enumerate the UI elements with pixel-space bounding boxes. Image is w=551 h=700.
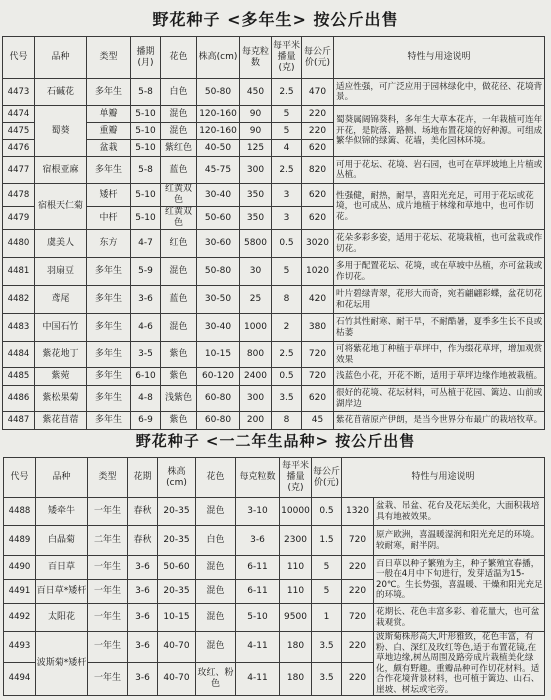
cell-variety: 蜀葵 (35, 106, 87, 157)
header-rate: 每平米播量(克) (272, 37, 302, 79)
header-type: 类型 (88, 458, 128, 498)
header-price: 每公斤价(元) (302, 37, 334, 79)
cell-price: 3.5 (312, 662, 342, 695)
cell-height: 30-60 (197, 230, 240, 258)
cell-price: 470 (302, 79, 334, 106)
cell-code: 4474 (3, 106, 35, 123)
cell-bloom: 3-6 (128, 662, 158, 695)
cell-type: 多年生 (87, 342, 131, 368)
cell-desc: 盆栽、吊盆、花台及花坛美化，大面积栽培具有地被效果。 (374, 498, 545, 526)
cell-height: 10-15 (197, 342, 240, 368)
table-row (3, 230, 545, 258)
cell-price: 380 (302, 314, 334, 342)
cell-rate: 9500 (280, 604, 312, 632)
cell-price: 620 (302, 140, 334, 157)
cell-rate: 180 (280, 632, 312, 663)
cell-variety: 中国石竹 (35, 314, 87, 342)
cell-rate: 2.5 (272, 79, 302, 106)
cell-variety: 虞美人 (35, 230, 87, 258)
cell-code: 4487 (3, 412, 35, 430)
cell-price: 5 (312, 580, 342, 604)
cell-code: 4481 (3, 258, 35, 286)
cell-seeds: 5-10 (236, 604, 280, 632)
cell-color: 紫色 (161, 342, 197, 368)
cell-height: 50-60 (158, 556, 196, 580)
cell-seeds: 350 (240, 207, 272, 230)
cell-rate: 0.5 (272, 230, 302, 258)
cell-variety: 紫菀 (35, 368, 87, 386)
cell-sowing: 6-9 (131, 412, 161, 430)
cell-color: 红黄双色 (161, 184, 197, 207)
cell-sowing: 6-10 (131, 368, 161, 386)
cell-height: 30-40 (197, 184, 240, 207)
table-row (3, 342, 545, 368)
cell-rate: 0.5 (272, 368, 302, 386)
cell-variety: 紫松果菊 (35, 386, 87, 412)
cell-type: 东方 (87, 230, 131, 258)
cell-code: 4480 (3, 230, 35, 258)
cell-sowing: 5-8 (131, 157, 161, 184)
table-row (3, 184, 545, 207)
cell-code: 4488 (4, 498, 36, 526)
cell-code: 4479 (3, 207, 35, 230)
cell-sowing: 3-5 (131, 342, 161, 368)
cell-desc: 花期长、花色丰富多彩、着花量大，也可盆栽观赏。 (374, 604, 545, 632)
cell-desc: 适应性强，可广泛应用于园林绿化中，做花径、花境背景。 (334, 79, 545, 106)
cell-seeds: 125 (240, 140, 272, 157)
cell-color: 紫红色 (161, 140, 197, 157)
cell-sowing: 5-9 (131, 258, 161, 286)
cell-type: 多年生 (87, 314, 131, 342)
cell-color: 混色 (161, 106, 197, 123)
table-row (3, 386, 545, 412)
cell-seeds: 2400 (240, 368, 272, 386)
cell-rate: 110 (280, 580, 312, 604)
header-height: 株高(cm) (158, 458, 196, 498)
cell-bloom: 3-6 (128, 556, 158, 580)
annual-biennial-table (3, 457, 545, 696)
cell-seeds: 5800 (240, 230, 272, 258)
cell-seeds: 3-6 (236, 526, 280, 556)
cell-height: 50-80 (197, 258, 240, 286)
cell-color: 白色 (161, 79, 197, 106)
cell-variety: 白晶菊 (36, 526, 88, 556)
cell-desc: 性强健，耐热，耐旱，喜阳光充足，可用于花坛或花境，也可成丛、成片地植于林缘和草地中，也可作切花。 (334, 184, 545, 230)
cell-price: 1020 (302, 258, 334, 286)
cell-seeds: 6-11 (236, 580, 280, 604)
cell-price: 420 (302, 286, 334, 314)
table-row (3, 79, 545, 106)
header-code: 代号 (3, 37, 35, 79)
table-row (3, 412, 545, 430)
cell-variety: 鸢尾 (35, 286, 87, 314)
cell-variety: 宿根亚麻 (35, 157, 87, 184)
cell-type: 多年生 (87, 286, 131, 314)
cell-type: 多年生 (87, 368, 131, 386)
cell-code: 4483 (3, 314, 35, 342)
cell-desc: 紫花苜蓿原产伊朗，是当今世界分布最广的栽培牧草。 (334, 412, 545, 430)
cell-seeds: 1000 (240, 314, 272, 342)
cell-price: 3020 (302, 230, 334, 258)
cell-rate: 4 (272, 140, 302, 157)
cell-desc: 百日草以种子繁殖为主，种子繁殖宜春播，一般在4月中下旬进行，发芽适温为15-20℃。生长势强，喜温暖、干燥和阳光充足的环境。 (374, 556, 545, 604)
cell-variety: 宿根天仁菊 (35, 184, 87, 230)
cell-code: 4476 (3, 140, 35, 157)
cell-variety: 紫花苜蓿 (35, 412, 87, 430)
cell-rate: 8 (272, 286, 302, 314)
cell-rate: 10000 (280, 498, 312, 526)
cell-type: 一年生 (88, 580, 128, 604)
cell-code: 4489 (4, 526, 36, 556)
cell-desc: 可用于花坛、花境、岩石园，也可在草坪坡地上片植或丛植。 (334, 157, 545, 184)
cell-color: 混色 (161, 258, 197, 286)
cell-desc: 可将紫花地丁种植于草坪中，作为缀花草坪，增加观赏效果 (334, 342, 545, 368)
cell-sowing: 3-6 (131, 286, 161, 314)
header-color: 花色 (161, 37, 197, 79)
header-variety: 品种 (35, 37, 87, 79)
cell-variety: 矮牵牛 (36, 498, 88, 526)
table-row (4, 556, 545, 580)
header-type: 类型 (87, 37, 131, 79)
cell-desc: 波斯菊株形高大,叶形雅致，花色丰富，有粉、白、深红及玫红等色,适于布置花镜,在草地边缘,树丛周围及路旁成片栽植美化绿化，颇有野趣。重瓣品种可作切花材料。适合作花境背景材料，也可植于篱边、山石、崖坡、树坛或宅旁。 (374, 632, 545, 696)
cell-bloom: 春秋 (128, 526, 158, 556)
cell-color: 混色 (196, 498, 236, 526)
cell-bloom: 3-6 (128, 580, 158, 604)
cell-type: 一年生 (88, 604, 128, 632)
cell-type: 多年生 (87, 412, 131, 430)
cell-code: 4485 (3, 368, 35, 386)
cell-price-2: 220 (342, 580, 374, 604)
cell-sowing: 4-7 (131, 230, 161, 258)
cell-price: 620 (302, 184, 334, 207)
cell-rate: 5 (272, 123, 302, 140)
cell-type: 单瓣 (87, 106, 131, 123)
cell-code: 4486 (3, 386, 35, 412)
cell-price-2: 720 (342, 526, 374, 556)
cell-rate: 110 (280, 556, 312, 580)
cell-price: 720 (302, 368, 334, 386)
cell-desc: 浅蓝色小花，开花不断，适用于草坪边缘作地被栽植。 (334, 368, 545, 386)
cell-variety: 紫花地丁 (35, 342, 87, 368)
cell-type: 多年生 (87, 79, 131, 106)
cell-rate: 5 (272, 258, 302, 286)
cell-price: 220 (302, 106, 334, 123)
cell-height: 20-35 (158, 580, 196, 604)
cell-type: 二年生 (88, 526, 128, 556)
cell-rate: 3.5 (272, 386, 302, 412)
header-code: 代号 (4, 458, 36, 498)
cell-price: 3.5 (312, 632, 342, 663)
cell-color: 紫色 (161, 368, 197, 386)
cell-price: 620 (302, 207, 334, 230)
cell-height: 10-15 (158, 604, 196, 632)
cell-price: 1.5 (312, 526, 342, 556)
header-desc: 特性与用途说明 (334, 37, 545, 79)
cell-bloom: 3-6 (128, 604, 158, 632)
cell-desc: 多用于配置花坛、花境，或在草坡中丛植，亦可盆栽或作切花。 (334, 258, 545, 286)
cell-price: 0.5 (312, 498, 342, 526)
cell-variety: 太阳花 (36, 604, 88, 632)
cell-code: 4491 (4, 580, 36, 604)
cell-seeds: 800 (240, 342, 272, 368)
cell-type: 一年生 (88, 556, 128, 580)
cell-height: 120-160 (197, 106, 240, 123)
cell-color: 蓝色 (161, 286, 197, 314)
cell-seeds: 4-11 (236, 632, 280, 663)
header-desc: 特性与用途说明 (342, 458, 545, 498)
cell-type: 一年生 (88, 498, 128, 526)
cell-price: 45 (302, 412, 334, 430)
cell-sowing: 5-10 (131, 140, 161, 157)
cell-sowing: 5-10 (131, 123, 161, 140)
cell-color: 紫色 (161, 412, 197, 430)
cell-height: 120-160 (197, 123, 240, 140)
perennial-table (2, 36, 545, 430)
cell-type: 多年生 (87, 386, 131, 412)
header-bloom: 花期 (128, 458, 158, 498)
cell-height: 20-35 (158, 498, 196, 526)
cell-desc: 石竹其性耐寒、耐干旱，不耐酷暑，夏季多生长不良或枯萎 (334, 314, 545, 342)
cell-code: 4492 (4, 604, 36, 632)
cell-color: 混色 (196, 632, 236, 663)
cell-rate: 3 (272, 207, 302, 230)
cell-rate: 2.5 (272, 342, 302, 368)
cell-seeds: 90 (240, 106, 272, 123)
cell-color: 白色 (196, 526, 236, 556)
cell-rate: 2.5 (272, 157, 302, 184)
cell-price-2: 1320 (342, 498, 374, 526)
cell-seeds: 450 (240, 79, 272, 106)
header-color: 花色 (196, 458, 236, 498)
cell-height: 50-80 (197, 79, 240, 106)
table-header-row (3, 37, 545, 79)
header-price: 每公斤价(元) (312, 458, 342, 498)
cell-desc: 叶片碧绿青翠，花形大而奇，宛若翩翩彩蝶，盆花切花和花坛用 (334, 286, 545, 314)
cell-type: 一年生 (88, 662, 128, 695)
cell-type: 多年生 (87, 157, 131, 184)
header-seeds: 每克粒数 (236, 458, 280, 498)
cell-price-2: 720 (342, 604, 374, 632)
cell-code: 4493 (4, 632, 36, 663)
header-rate: 每平米播量(克) (280, 458, 312, 498)
header-variety: 品种 (36, 458, 88, 498)
cell-seeds: 30 (240, 258, 272, 286)
cell-seeds: 4-11 (236, 662, 280, 695)
cell-price-2: 220 (342, 556, 374, 580)
cell-type: 矮杆 (87, 184, 131, 207)
cell-color: 混色 (196, 604, 236, 632)
table-row (3, 258, 545, 286)
cell-type: 多年生 (87, 258, 131, 286)
cell-code: 4473 (3, 79, 35, 106)
cell-variety: 百日草 (36, 556, 88, 580)
cell-desc: 蜀葵属阔锦葵科，多年生大草本花卉，一年栽植可连年开花，是院落、路侧、场地布置花境的好种源。可组成繁华似锦的绿篱、花墙，美化园林环境。 (334, 106, 545, 157)
cell-desc: 花朵多彩多姿，适用于花坛、花境栽植，也可盆栽或作切花。 (334, 230, 545, 258)
cell-height: 60-120 (197, 368, 240, 386)
cell-height: 50-60 (197, 207, 240, 230)
table-row (4, 498, 545, 526)
cell-color: 红色 (161, 230, 197, 258)
cell-color: 混色 (161, 314, 197, 342)
table-row (3, 286, 545, 314)
cell-variety: 石碱花 (35, 79, 87, 106)
table-row (3, 314, 545, 342)
cell-color: 红黄双色 (161, 207, 197, 230)
cell-price: 1 (312, 604, 342, 632)
cell-sowing: 5-10 (131, 106, 161, 123)
table-row (3, 157, 545, 184)
cell-type: 一年生 (88, 632, 128, 663)
table-row (3, 106, 545, 123)
cell-price-2: 220 (342, 632, 374, 663)
cell-type: 中杆 (87, 207, 131, 230)
cell-price: 5 (312, 556, 342, 580)
cell-sowing: 5-10 (131, 184, 161, 207)
cell-price: 820 (302, 157, 334, 184)
cell-height: 20-35 (158, 526, 196, 556)
cell-variety: 波斯菊*矮杆 (36, 632, 88, 696)
cell-desc: 很好的花境、花坛材料，可丛植于花园、篱边、山前或湖岸边 (334, 386, 545, 412)
cell-code: 4494 (4, 662, 36, 695)
cell-rate: 3 (272, 184, 302, 207)
cell-price-2: 220 (342, 662, 374, 695)
cell-seeds: 350 (240, 184, 272, 207)
cell-variety: 羽扇豆 (35, 258, 87, 286)
cell-height: 30-40 (197, 314, 240, 342)
cell-seeds: 300 (240, 157, 272, 184)
cell-variety: 百日草*矮杆 (36, 580, 88, 604)
cell-height: 40-70 (158, 632, 196, 663)
cell-rate: 180 (280, 662, 312, 695)
cell-height: 40-70 (158, 662, 196, 695)
cell-rate: 2 (272, 314, 302, 342)
cell-rate: 2300 (280, 526, 312, 556)
cell-sowing: 5-8 (131, 79, 161, 106)
cell-sowing: 4-6 (131, 314, 161, 342)
cell-color: 混色 (196, 556, 236, 580)
section2-title: 野花种子 <一二年生品种> 按公斤出售 (135, 432, 416, 450)
cell-price: 720 (302, 342, 334, 368)
header-height: 株高(cm) (197, 37, 240, 79)
table-row (4, 526, 545, 556)
cell-sowing: 4-8 (131, 386, 161, 412)
cell-bloom: 春秋 (128, 498, 158, 526)
cell-seeds: 25 (240, 286, 272, 314)
cell-price: 220 (302, 123, 334, 140)
cell-color: 蓝色 (161, 157, 197, 184)
cell-height: 40-50 (197, 140, 240, 157)
header-sowing: 播期(月) (131, 37, 161, 79)
cell-color: 混色 (161, 123, 197, 140)
cell-color: 浅紫色 (161, 386, 197, 412)
cell-color: 混色 (196, 580, 236, 604)
cell-rate: 8 (272, 412, 302, 430)
table-header-row (4, 458, 545, 498)
cell-seeds: 6-11 (236, 556, 280, 580)
cell-desc: 原产欧洲，喜温暖湿润和阳光充足的环境。较耐寒，耐半阴。 (374, 526, 545, 556)
cell-height: 60-80 (197, 386, 240, 412)
cell-type: 盆栽 (87, 140, 131, 157)
table-row (4, 604, 545, 632)
cell-rate: 5 (272, 106, 302, 123)
cell-code: 4484 (3, 342, 35, 368)
table-row (4, 632, 545, 663)
section1-title: 野花种子 <多年生> 按公斤出售 (152, 10, 399, 29)
cell-height: 30-50 (197, 286, 240, 314)
cell-sowing: 5-10 (131, 207, 161, 230)
cell-seeds: 3-10 (236, 498, 280, 526)
cell-height: 60-80 (197, 412, 240, 430)
cell-code: 4475 (3, 123, 35, 140)
header-seeds: 每克粒数 (240, 37, 272, 79)
cell-seeds: 90 (240, 123, 272, 140)
cell-bloom: 3-6 (128, 632, 158, 663)
cell-seeds: 300 (240, 386, 272, 412)
cell-code: 4490 (4, 556, 36, 580)
cell-code: 4478 (3, 184, 35, 207)
cell-color: 玫红、粉色 (196, 662, 236, 695)
cell-type: 重瓣 (87, 123, 131, 140)
cell-code: 4482 (3, 286, 35, 314)
cell-height: 45-75 (197, 157, 240, 184)
table-row (3, 368, 545, 386)
cell-price: 620 (302, 386, 334, 412)
cell-seeds: 200 (240, 412, 272, 430)
cell-code: 4477 (3, 157, 35, 184)
